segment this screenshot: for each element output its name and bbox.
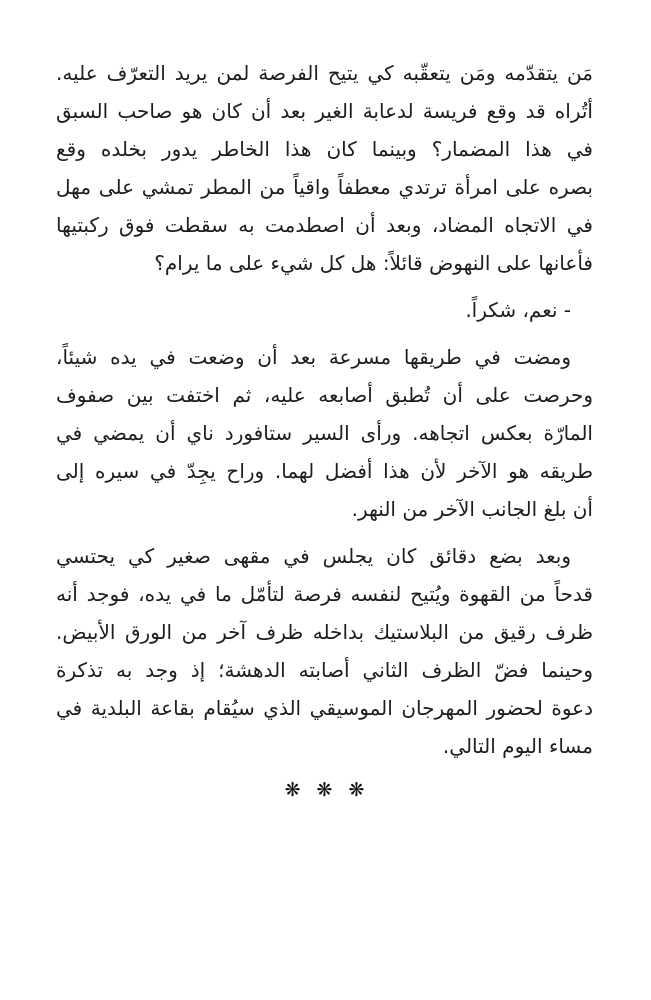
- text-line: قدحاً من القهوة ويُتيح لنفسه فرصة لتأمّل ما في يده، فوجد أنه: [56, 582, 593, 606]
- dialogue-line: - نعم، شكراً.: [465, 298, 571, 322]
- text-line: وحرصت على أن تُطبق أصابعه عليه، ثم اختفت بين صفوف: [56, 383, 593, 407]
- text-line: وبعد بضع دقائق كان يجلس في مقهى صغير كي يحتسي: [56, 544, 571, 568]
- dialogue-paragraph: [56, 291, 593, 329]
- text-line: دعوة لحضور المهرجان الموسيقي الذي سيُقام بقاعة البلدية في: [56, 696, 593, 720]
- text-line: طريقه هو الآخر لأن هذا أفضل لهما. وراح يجِدّ في سيره إلى: [56, 459, 593, 483]
- text-line: مَن يتقدّمه ومَن يتعقّبه كي يتيح الفرصة لمن يريد التعرّف عليه.: [56, 61, 593, 85]
- text-line: مساء اليوم التالي.: [442, 734, 593, 758]
- text-line: ظرف رقيق من البلاستيك بداخله ظرف آخر من الورق الأبيض.: [56, 620, 593, 644]
- asterisk-icon: ❋: [316, 779, 333, 801]
- section-break: [56, 779, 593, 801]
- text-line: أن بلغ الجانب الآخر من النهر.: [351, 497, 593, 521]
- asterisk-icon: ❋: [348, 779, 365, 801]
- paragraph: [56, 537, 593, 765]
- text-line: بصره على امرأة ترتدي معطفاً واقياً من المطر تمشي على مهل: [56, 175, 593, 199]
- paragraph: [56, 338, 593, 528]
- text-line: فأعانها على النهوض قائلاً: هل كل شيء على ما يرام؟: [154, 251, 593, 275]
- text-line: في الاتجاه المضاد، وبعد أن اصطدمت به سقطت فوق ركبتيها: [56, 213, 593, 237]
- text-line: أتُراه قد وقع فريسة لدعابة الغير بعد أن كان هو صاحب السبق: [56, 99, 593, 123]
- text-line: ومضت في طريقها مسرعة بعد أن وضعت في يده شيئاً،: [56, 345, 571, 369]
- text-line: وحينما فضّ الظرف الثاني أصابته الدهشة؛ إذ وجد به تذكرة: [56, 658, 593, 682]
- text-line: المارّة بعكس اتجاهه. ورأى السير ستافورد ناي أن يمضي في: [56, 421, 593, 445]
- asterisk-icon: ❋: [284, 779, 301, 801]
- text-line: في هذا المضمار؟ وبينما كان هذا الخاطر يدور بخلده وقع: [56, 137, 593, 161]
- paragraph: [56, 54, 593, 282]
